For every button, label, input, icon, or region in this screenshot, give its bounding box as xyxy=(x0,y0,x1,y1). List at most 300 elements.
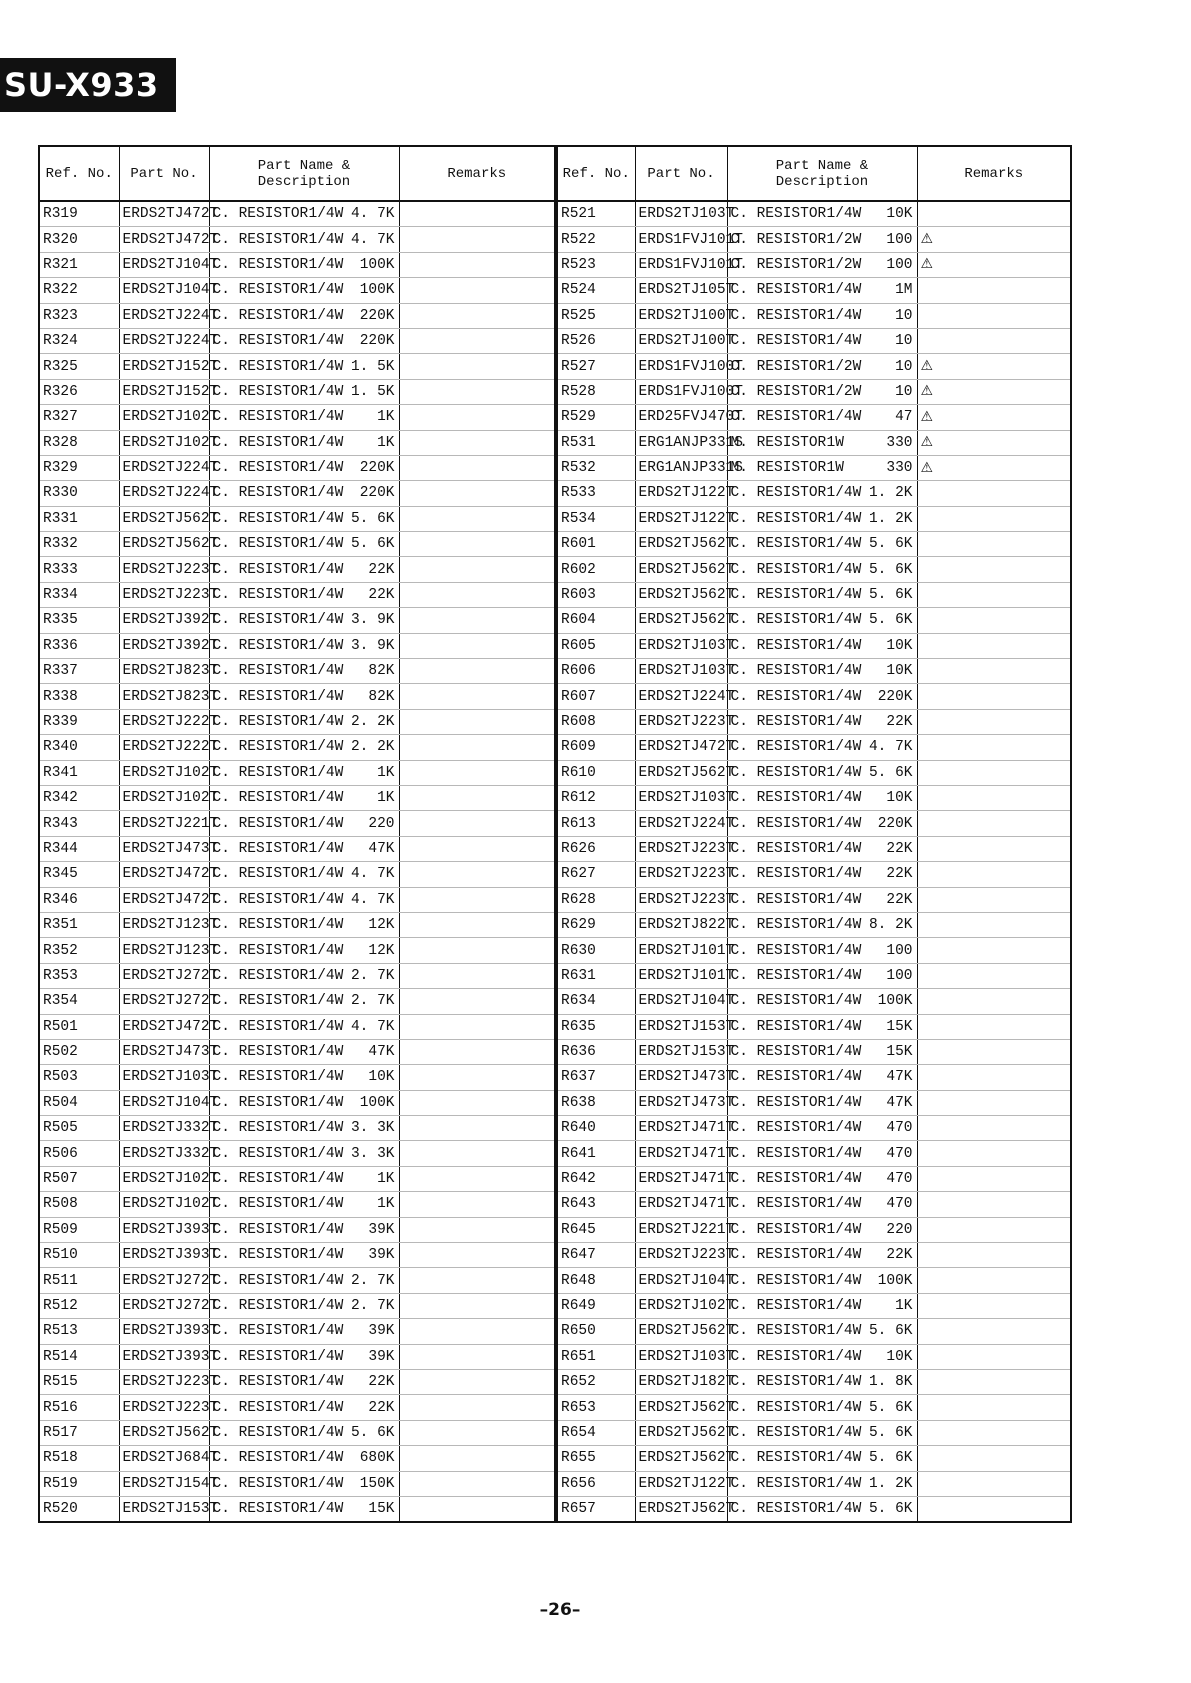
ref-no: R524 xyxy=(557,278,635,303)
part-no: ERDS2TJ102T xyxy=(119,405,209,430)
part-value: 10K xyxy=(886,637,913,654)
part-value: 15K xyxy=(368,1501,395,1518)
table-row xyxy=(39,938,555,963)
part-name: C. RESISTOR xyxy=(730,1044,827,1061)
part-no: ERDS2TJ103T xyxy=(635,1344,727,1369)
ref-no: R323 xyxy=(39,303,119,328)
part-no: ERDS2TJ152T xyxy=(119,354,209,379)
part-no: ERDS2TJ562T xyxy=(635,1420,727,1445)
ref-no: R605 xyxy=(557,633,635,658)
ref-no: R346 xyxy=(39,887,119,912)
part-wattage: 1/4W xyxy=(826,1501,862,1518)
table-row xyxy=(39,811,555,836)
part-wattage: 1/4W xyxy=(826,333,862,350)
part-wattage: 1/4W xyxy=(826,637,862,654)
part-wattage: 1/4W xyxy=(826,1323,862,1340)
part-wattage: 1/4W xyxy=(308,434,344,451)
part-no: ERDS2TJ223T xyxy=(635,862,727,887)
remarks xyxy=(399,1090,555,1115)
part-no: ERDS2TJ562T xyxy=(119,506,209,531)
part-no: ERDS2TJ562T xyxy=(119,1420,209,1445)
part-wattage: 1/4W xyxy=(826,688,862,705)
part-description xyxy=(727,1344,917,1369)
part-name: C. RESISTOR xyxy=(730,1475,827,1492)
ref-no: R606 xyxy=(557,659,635,684)
part-description xyxy=(727,1420,917,1445)
table-row xyxy=(557,760,1071,785)
part-name: C. RESISTOR xyxy=(730,1196,827,1213)
ref-no: R651 xyxy=(557,1344,635,1369)
part-value: 39K xyxy=(368,1247,395,1264)
part-description xyxy=(727,760,917,785)
part-wattage: 1/4W xyxy=(308,764,344,781)
part-name: M. RESISTOR xyxy=(730,434,827,451)
part-description xyxy=(209,1446,399,1471)
ref-no: R654 xyxy=(557,1420,635,1445)
table-row xyxy=(39,836,555,861)
part-wattage: 1/4W xyxy=(826,561,862,578)
part-description xyxy=(727,506,917,531)
part-name: M. RESISTOR xyxy=(730,460,827,477)
ref-no: R321 xyxy=(39,252,119,277)
part-no: ERDS2TJ562T xyxy=(635,532,727,557)
part-no: ERDS2TJ224T xyxy=(635,811,727,836)
table-row xyxy=(39,1192,555,1217)
table-row xyxy=(39,659,555,684)
part-wattage: 1/4W xyxy=(308,840,344,857)
remarks xyxy=(917,811,1071,836)
ref-no: R532 xyxy=(557,455,635,480)
part-no: ERDS2TJ104T xyxy=(119,252,209,277)
part-no: ERDS2TJ224T xyxy=(119,303,209,328)
model-badge: SU-X933 xyxy=(0,58,176,112)
part-value: 100 xyxy=(886,256,913,273)
part-no: ERDS2TJ153T xyxy=(119,1496,209,1522)
part-name: C. RESISTOR xyxy=(730,1450,827,1467)
ref-no: R656 xyxy=(557,1471,635,1496)
part-description xyxy=(727,379,917,404)
part-wattage: 1/4W xyxy=(308,612,344,629)
part-wattage: 1/4W xyxy=(826,536,862,553)
part-description xyxy=(727,430,917,455)
part-no: ERDS2TJ100T xyxy=(635,303,727,328)
part-name: C. RESISTOR xyxy=(730,1272,827,1289)
part-value: 10K xyxy=(886,790,913,807)
ref-no: R642 xyxy=(557,1166,635,1191)
part-name: C. RESISTOR xyxy=(212,282,309,299)
part-wattage: 1/4W xyxy=(308,307,344,324)
remarks xyxy=(399,532,555,557)
ref-no: R607 xyxy=(557,684,635,709)
part-no: ERDS2TJ393T xyxy=(119,1243,209,1268)
part-no: ERDS2TJ332T xyxy=(119,1116,209,1141)
table-row xyxy=(39,278,555,303)
remarks xyxy=(917,1446,1071,1471)
part-name: C. RESISTOR xyxy=(730,637,827,654)
part-wattage: 1/4W xyxy=(826,1450,862,1467)
table-body-left xyxy=(39,201,555,1522)
part-value: 5. 6K xyxy=(868,764,913,781)
ref-no: R335 xyxy=(39,608,119,633)
col-ref-no: Ref. No. xyxy=(39,146,119,201)
safety-warning-icon: ⚠ xyxy=(920,434,934,451)
part-wattage: 1/4W xyxy=(308,1475,344,1492)
part-wattage: 1/4W xyxy=(308,917,344,934)
part-description xyxy=(209,278,399,303)
table-row xyxy=(39,557,555,582)
part-wattage: 1/4W xyxy=(826,967,862,984)
table-row xyxy=(557,1420,1071,1445)
part-no: ERDS2TJ472T xyxy=(119,887,209,912)
part-name: C. RESISTOR xyxy=(730,409,827,426)
part-description xyxy=(727,455,917,480)
remarks xyxy=(399,862,555,887)
table-row xyxy=(39,455,555,480)
part-wattage: 1W xyxy=(826,434,844,451)
remarks xyxy=(917,1141,1071,1166)
remarks xyxy=(399,379,555,404)
part-value: 100K xyxy=(877,1272,913,1289)
ref-no: R522 xyxy=(557,227,635,252)
part-name: C. RESISTOR xyxy=(730,790,827,807)
table-row xyxy=(557,1217,1071,1242)
part-value: 100K xyxy=(877,993,913,1010)
table-row xyxy=(557,811,1071,836)
part-name: C. RESISTOR xyxy=(212,840,309,857)
part-description xyxy=(727,1192,917,1217)
part-value: 12K xyxy=(368,942,395,959)
part-no: ERDS2TJ103T xyxy=(635,785,727,810)
ref-no: R336 xyxy=(39,633,119,658)
part-description xyxy=(727,405,917,430)
part-description xyxy=(727,887,917,912)
part-description xyxy=(209,1217,399,1242)
remarks xyxy=(917,1065,1071,1090)
part-no: ERDS2TJ823T xyxy=(119,659,209,684)
parts-table-right xyxy=(556,145,1072,1523)
part-wattage: 1/4W xyxy=(826,1348,862,1365)
part-value: 470 xyxy=(886,1145,913,1162)
table-row xyxy=(557,532,1071,557)
ref-no: R506 xyxy=(39,1141,119,1166)
part-wattage: 1/4W xyxy=(308,1196,344,1213)
ref-no: R647 xyxy=(557,1243,635,1268)
part-description xyxy=(727,1293,917,1318)
table-row xyxy=(39,430,555,455)
ref-no: R345 xyxy=(39,862,119,887)
part-name: C. RESISTOR xyxy=(212,231,309,248)
part-description xyxy=(209,1166,399,1191)
part-wattage: 1/4W xyxy=(308,510,344,527)
part-description xyxy=(727,481,917,506)
part-value: 47K xyxy=(368,1044,395,1061)
remarks xyxy=(917,989,1071,1014)
part-no: ERDS2TJ104T xyxy=(635,989,727,1014)
part-no: ERDS2TJ472T xyxy=(119,1014,209,1039)
table-row xyxy=(39,1039,555,1064)
table-row xyxy=(39,506,555,531)
ref-no: R626 xyxy=(557,836,635,861)
part-description xyxy=(209,684,399,709)
remarks xyxy=(399,354,555,379)
remarks xyxy=(399,1014,555,1039)
part-wattage: 1/4W xyxy=(308,714,344,730)
part-description xyxy=(209,455,399,480)
remarks xyxy=(399,405,555,430)
table-row xyxy=(39,252,555,277)
table-row xyxy=(557,1090,1071,1115)
part-name: C. RESISTOR xyxy=(212,612,309,629)
ref-no: R514 xyxy=(39,1344,119,1369)
part-name: C. RESISTOR xyxy=(212,1018,309,1035)
part-no: ERDS2TJ272T xyxy=(119,963,209,988)
part-no: ERDS2TJ562T xyxy=(635,1496,727,1522)
part-name: C. RESISTOR xyxy=(212,1120,309,1137)
part-no: ERDS2TJ562T xyxy=(635,557,727,582)
part-value: 2. 7K xyxy=(350,993,395,1010)
remarks xyxy=(399,1166,555,1191)
part-wattage: 1/4W xyxy=(826,510,862,527)
part-no: ERDS2TJ102T xyxy=(119,760,209,785)
part-no: ERDS2TJ562T xyxy=(635,1446,727,1471)
part-description xyxy=(209,1293,399,1318)
part-value: 22K xyxy=(368,561,395,578)
part-name: C. RESISTOR xyxy=(730,612,827,629)
table-row xyxy=(557,1369,1071,1394)
part-name: C. RESISTOR xyxy=(212,434,309,451)
part-description xyxy=(209,633,399,658)
remarks xyxy=(917,785,1071,810)
table-row xyxy=(39,684,555,709)
part-no: ERDS2TJ562T xyxy=(635,1319,727,1344)
part-value: 1K xyxy=(377,764,395,781)
ref-no: R511 xyxy=(39,1268,119,1293)
part-value: 220K xyxy=(359,460,395,477)
ref-no: R636 xyxy=(557,1039,635,1064)
part-no: ERDS2TJ472T xyxy=(119,227,209,252)
part-description xyxy=(209,1395,399,1420)
part-name: C. RESISTOR xyxy=(212,1044,309,1061)
col-description: Part Name & Description xyxy=(209,146,399,201)
part-no: ERDS2TJ122T xyxy=(635,506,727,531)
part-value: 680K xyxy=(359,1450,395,1467)
part-value: 220K xyxy=(877,815,913,832)
part-no: ERDS2TJ223T xyxy=(119,582,209,607)
part-name: C. RESISTOR xyxy=(212,383,309,400)
part-description xyxy=(209,989,399,1014)
table-row xyxy=(39,1065,555,1090)
safety-warning-icon: ⚠ xyxy=(920,408,934,425)
part-no: ERDS2TJ223T xyxy=(119,1395,209,1420)
ref-no: R521 xyxy=(557,201,635,227)
part-wattage: 1/4W xyxy=(308,790,344,807)
part-value: 1. 8K xyxy=(868,1374,913,1391)
table-row xyxy=(557,430,1071,455)
part-description xyxy=(209,760,399,785)
part-value: 2. 7K xyxy=(350,1272,395,1289)
part-description xyxy=(209,912,399,937)
ref-no: R339 xyxy=(39,709,119,734)
part-name: C. RESISTOR xyxy=(730,1323,827,1340)
table-row xyxy=(39,1014,555,1039)
part-wattage: 1W xyxy=(826,460,844,477)
part-wattage: 1/4W xyxy=(826,739,862,756)
part-wattage: 1/4W xyxy=(826,891,862,908)
part-name: C. RESISTOR xyxy=(212,739,309,756)
table-row xyxy=(557,379,1071,404)
part-no: ERDS2TJ472T xyxy=(119,201,209,227)
part-description xyxy=(209,430,399,455)
part-name: C. RESISTOR xyxy=(212,587,309,604)
part-no: ERDS2TJ223T xyxy=(119,1369,209,1394)
part-value: 1. 2K xyxy=(868,485,913,502)
part-no: ERDS2TJ182T xyxy=(635,1369,727,1394)
table-row xyxy=(39,328,555,353)
part-wattage: 1/4W xyxy=(826,790,862,807)
part-wattage: 1/4W xyxy=(308,967,344,984)
part-value: 5. 6K xyxy=(350,1424,395,1441)
table-row xyxy=(39,963,555,988)
part-name: C. RESISTOR xyxy=(212,764,309,781)
remarks xyxy=(917,328,1071,353)
part-name: C. RESISTOR xyxy=(212,561,309,578)
part-no: ERDS2TJ473T xyxy=(119,836,209,861)
part-value: 1M xyxy=(895,282,913,299)
table-row xyxy=(557,1395,1071,1420)
part-name: C. RESISTOR xyxy=(730,307,827,324)
part-no: ERDS2TJ103T xyxy=(635,633,727,658)
ref-no: R648 xyxy=(557,1268,635,1293)
remarks xyxy=(399,1446,555,1471)
ref-no: R328 xyxy=(39,430,119,455)
table-row xyxy=(557,328,1071,353)
remarks xyxy=(917,1243,1071,1268)
ref-no: R610 xyxy=(557,760,635,785)
part-wattage: 1/4W xyxy=(308,1323,344,1340)
part-wattage: 1/4W xyxy=(826,1196,862,1213)
part-description xyxy=(727,1141,917,1166)
part-name: C. RESISTOR xyxy=(730,561,827,578)
ref-no: R638 xyxy=(557,1090,635,1115)
part-name: C. RESISTOR xyxy=(212,333,309,350)
part-name: C. RESISTOR xyxy=(212,1323,309,1340)
ref-no: R534 xyxy=(557,506,635,531)
part-name: C. RESISTOR xyxy=(730,358,827,375)
part-name: C. RESISTOR xyxy=(730,1120,827,1137)
remarks xyxy=(399,1344,555,1369)
remarks xyxy=(917,912,1071,937)
part-no: ERDS2TJ100T xyxy=(635,328,727,353)
part-description xyxy=(209,354,399,379)
part-name: C. RESISTOR xyxy=(212,993,309,1010)
part-description xyxy=(727,278,917,303)
part-no: ERDS2TJ221T xyxy=(119,811,209,836)
part-name: C. RESISTOR xyxy=(212,917,309,934)
remarks xyxy=(399,1395,555,1420)
part-value: 4. 7K xyxy=(350,1018,395,1035)
table-row xyxy=(557,938,1071,963)
part-name: C. RESISTOR xyxy=(212,942,309,959)
part-name: C. RESISTOR xyxy=(212,866,309,883)
part-wattage: 1/4W xyxy=(308,282,344,299)
part-description xyxy=(209,836,399,861)
part-no: ERDS2TJ153T xyxy=(635,1039,727,1064)
part-wattage: 1/4W xyxy=(308,485,344,502)
table-row xyxy=(557,1065,1071,1090)
col-part-no: Part No. xyxy=(635,146,727,201)
part-description xyxy=(209,1369,399,1394)
part-description xyxy=(209,1141,399,1166)
part-description xyxy=(727,1217,917,1242)
part-value: 220K xyxy=(359,485,395,502)
table-row xyxy=(557,633,1071,658)
part-wattage: 1/4W xyxy=(308,1501,344,1518)
ref-no: R519 xyxy=(39,1471,119,1496)
ref-no: R332 xyxy=(39,532,119,557)
remarks xyxy=(917,481,1071,506)
part-description xyxy=(209,1496,399,1522)
ref-no: R609 xyxy=(557,735,635,760)
table-row xyxy=(557,1268,1071,1293)
part-value: 5. 6K xyxy=(868,1450,913,1467)
remarks xyxy=(399,455,555,480)
part-wattage: 1/4W xyxy=(308,587,344,604)
part-name: C. RESISTOR xyxy=(212,637,309,654)
part-name: C. RESISTOR xyxy=(212,1297,309,1314)
part-no: ERDS2TJ393T xyxy=(119,1319,209,1344)
ref-no: R351 xyxy=(39,912,119,937)
table-row xyxy=(39,1319,555,1344)
part-description xyxy=(727,1369,917,1394)
part-name: C. RESISTOR xyxy=(730,536,827,553)
remarks xyxy=(399,887,555,912)
part-value: 5. 6K xyxy=(868,1424,913,1441)
part-no: ERDS2TJ471T xyxy=(635,1192,727,1217)
table-header-row xyxy=(557,146,1071,201)
table-row xyxy=(557,659,1071,684)
remarks xyxy=(399,328,555,353)
ref-no: R513 xyxy=(39,1319,119,1344)
table-row xyxy=(39,633,555,658)
part-no: ERDS2TJ103T xyxy=(635,659,727,684)
part-no: ERDS2TJ471T xyxy=(635,1166,727,1191)
part-wattage: 1/4W xyxy=(826,917,862,934)
part-no: ERDS2TJ223T xyxy=(635,836,727,861)
table-row xyxy=(39,1166,555,1191)
ref-no: R505 xyxy=(39,1116,119,1141)
part-wattage: 1/4W xyxy=(308,1247,344,1264)
remarks xyxy=(917,506,1071,531)
table-row xyxy=(557,278,1071,303)
col-part-no: Part No. xyxy=(119,146,209,201)
remarks xyxy=(399,1369,555,1394)
part-name: C. RESISTOR xyxy=(212,485,309,502)
part-no: ERDS2TJ102T xyxy=(119,1166,209,1191)
part-name: C. RESISTOR xyxy=(730,206,827,223)
part-no: ERDS2TJ223T xyxy=(635,887,727,912)
part-no: ERDS2TJ102T xyxy=(119,430,209,455)
ref-no: R338 xyxy=(39,684,119,709)
part-no: ERDS2TJ562T xyxy=(635,760,727,785)
part-wattage: 1/4W xyxy=(308,1272,344,1289)
remarks xyxy=(399,608,555,633)
part-value: 5. 6K xyxy=(868,1323,913,1340)
part-wattage: 1/4W xyxy=(308,815,344,832)
ref-no: R612 xyxy=(557,785,635,810)
part-value: 5. 6K xyxy=(868,587,913,604)
part-name: C. RESISTOR xyxy=(730,1171,827,1188)
ref-no: R630 xyxy=(557,938,635,963)
